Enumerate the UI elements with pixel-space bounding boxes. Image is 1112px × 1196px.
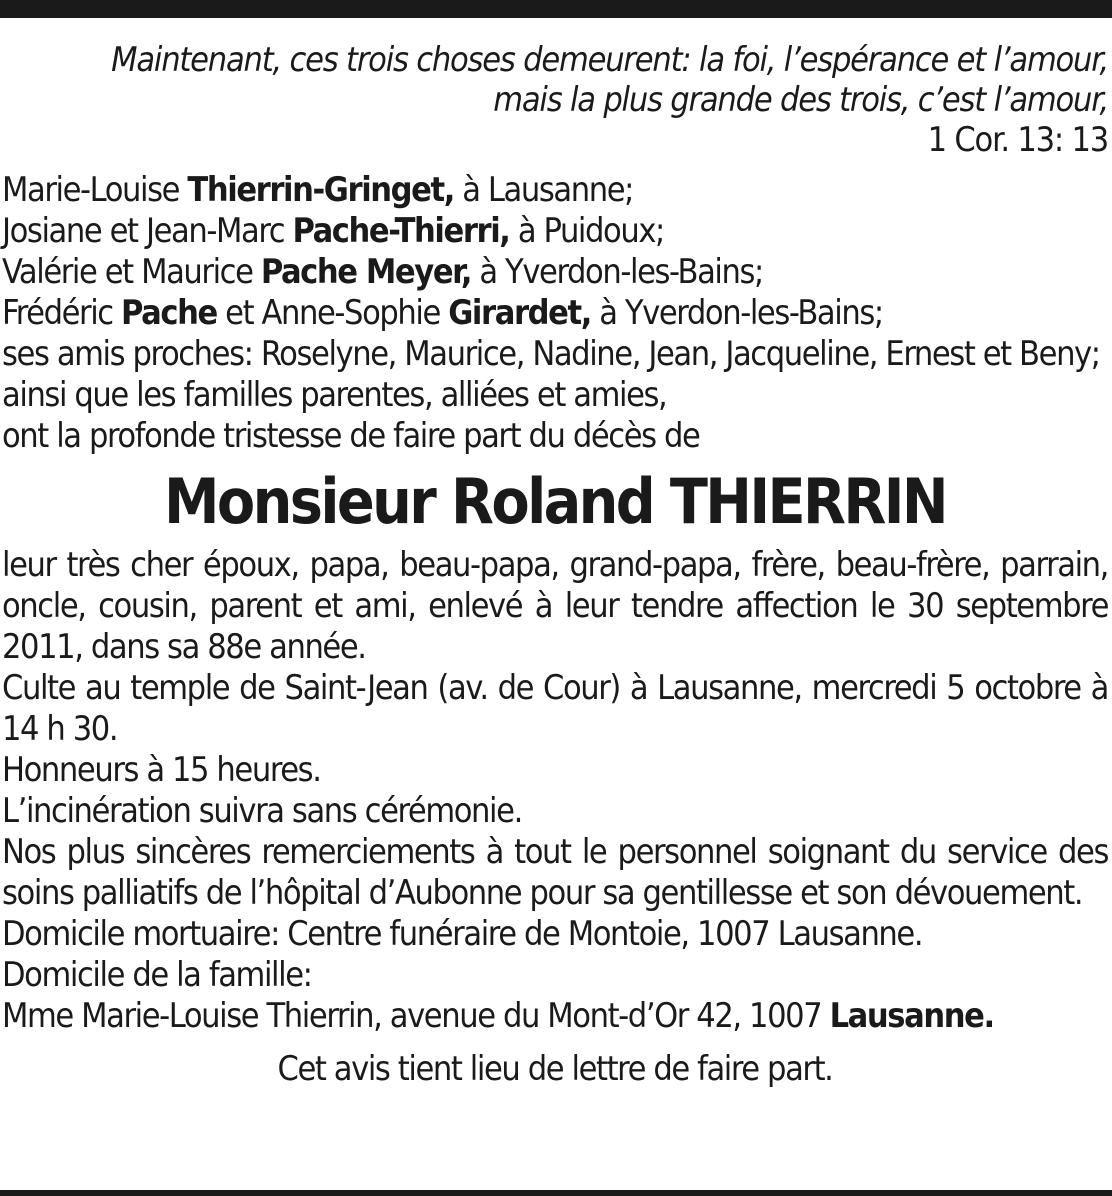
notice-body bbox=[2, 545, 1108, 1037]
family-text: Frédéric bbox=[2, 293, 122, 333]
family-list bbox=[2, 170, 1108, 457]
address-text: Mme Marie-Louise Thierrin, avenue du Mont-d’Or 42, 1007 bbox=[2, 996, 830, 1036]
family-text: ont la profonde tristesse de faire part du décès de bbox=[2, 416, 700, 456]
family-text: Marie-Louise bbox=[2, 170, 188, 210]
family-text: et Anne-Sophie bbox=[216, 293, 449, 333]
family-place: à Yverdon-les-Bains; bbox=[471, 252, 763, 292]
family-surname: Pache bbox=[121, 293, 217, 333]
family-place: à Puidoux; bbox=[509, 211, 664, 251]
mortuary-line: Domicile mortuaire: Centre funéraire de Montoie, 1007 Lausanne. bbox=[2, 914, 923, 954]
family-surname: Girardet, bbox=[448, 293, 591, 333]
family-surname: Thierrin-Gringet, bbox=[187, 170, 454, 210]
family-line bbox=[2, 334, 1108, 375]
address-city: Lausanne. bbox=[829, 996, 994, 1036]
family-line bbox=[2, 293, 1108, 334]
bottom-rule bbox=[0, 1190, 1112, 1196]
family-text: Josiane et Jean-Marc bbox=[2, 211, 293, 251]
family-text: Valérie et Maurice bbox=[2, 252, 261, 292]
family-text: ainsi que les familles parentes, alliées et amies, bbox=[2, 375, 667, 415]
family-place: à Lausanne; bbox=[453, 170, 634, 210]
family-line bbox=[2, 375, 1108, 416]
family-surname: Pache-Thierri, bbox=[292, 211, 510, 251]
family-home-label: Domicile de la famille: bbox=[2, 955, 312, 995]
verse-line-2: mais la plus grande des trois, c’est l’amour, bbox=[493, 80, 1108, 120]
service-paragraph: Culte au temple de Saint-Jean (av. de Cour) à Lausanne, mercredi 5 octobre à 14 h 30. bbox=[2, 668, 1108, 749]
cremation-line: L’incinération suivra sans cérémonie. bbox=[2, 791, 522, 831]
bible-verse bbox=[2, 40, 1108, 160]
family-text: ses amis proches: Roselyne, Maurice, Nadine, Jean, Jacqueline, Ernest et Beny; bbox=[2, 334, 1100, 374]
family-line bbox=[2, 211, 1108, 252]
honors-line: Honneurs à 15 heures. bbox=[2, 750, 321, 790]
verse-reference: 1 Cor. 13: 13 bbox=[927, 120, 1108, 160]
thanks-paragraph: Nos plus sincères remerciements à tout le personnel soignant du service des soins palliatifs de l’hôpital d’Aubonne pour sa gentillesse et son dévouement. bbox=[2, 832, 1108, 913]
family-line bbox=[2, 170, 1108, 211]
relationship-paragraph: leur très cher époux, papa, beau-papa, grand-papa, frère, beau-frère, parrain, oncle, cousin, parent et ami, enlevé à leur tendre affection le 30 septembre 2011, dans sa 88e année. bbox=[2, 545, 1108, 667]
verse-line-1: Maintenant, ces trois choses demeurent: la foi, l’espérance et l’amour, bbox=[111, 40, 1108, 80]
obituary-notice bbox=[2, 40, 1108, 1090]
family-line bbox=[2, 252, 1108, 293]
family-home-address bbox=[2, 996, 1108, 1037]
closing-note: Cet avis tient lieu de lettre de faire part. bbox=[277, 1049, 833, 1089]
deceased-name: Monsieur Roland THIERRIN bbox=[164, 465, 946, 538]
family-place: à Yverdon-les-Bains; bbox=[590, 293, 883, 333]
family-line bbox=[2, 416, 1108, 457]
top-rule bbox=[0, 0, 1112, 18]
family-surname: Pache Meyer, bbox=[260, 252, 472, 292]
